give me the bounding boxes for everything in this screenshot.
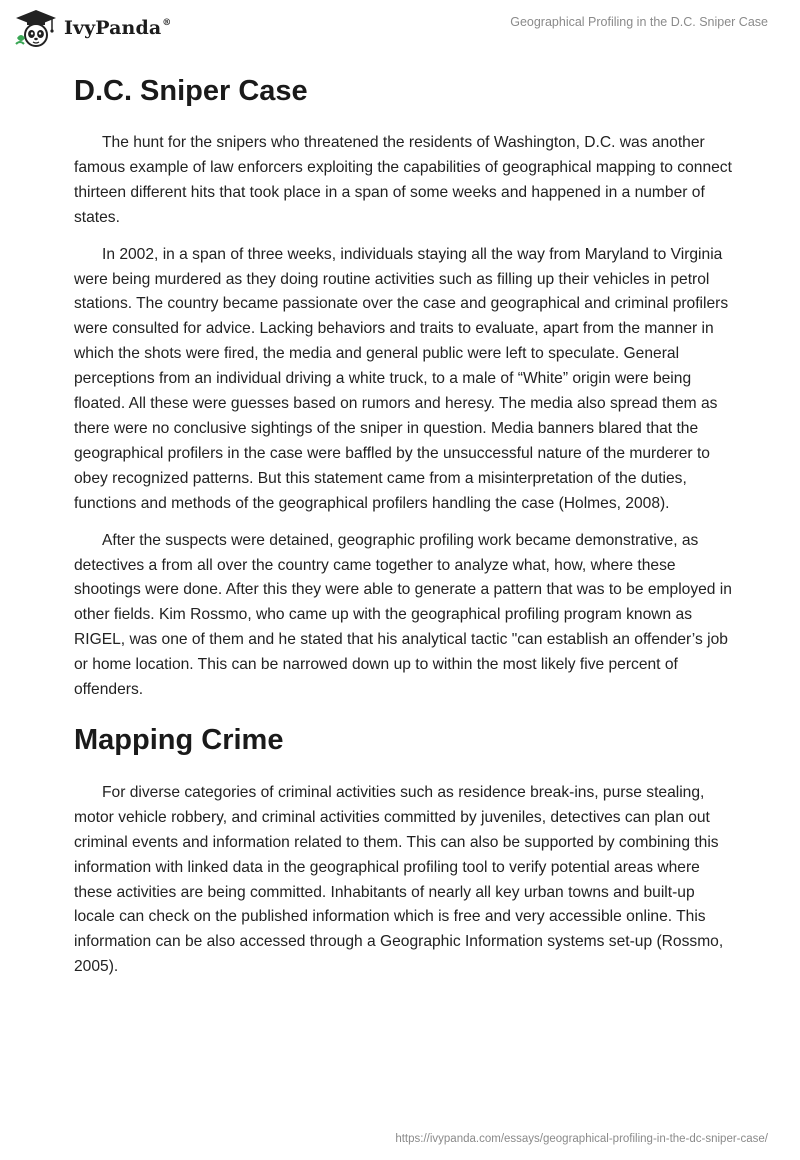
brand-logo[interactable] xyxy=(14,8,171,48)
section-heading-mapping-crime: Mapping Crime xyxy=(74,723,284,756)
paragraph: For diverse categories of criminal activities such as residence break-ins, purse stealing, motor vehicle robbery, and criminal activities committed by juveniles, detectives can plan out criminal events and information related to them. This can also be supported by combining this information with linked data in the geographical profiling tool to verify potential areas where these activities are being committed. Inhabitants of nearly all key urban towns and built-up locale can check on the published information which is free and very accessible online. This information can be also accessed through a Geographic Information systems set-up (Rossmo, 2005). xyxy=(74,783,724,976)
paragraph: After the suspects were detained, geographic profiling work became demonstrative, as detectives a from all over the country came together to analyze what, how, where these shootings were done. After this they were able to generate a pattern that was to be employed in other fields. Kim Rossmo, who came up with the geographical profiling program known as RIGEL, was one of them and he stated that his analytical tactic "can establish an offender’s job or home location. This can be narrowed down up to within the most likely five percent of offenders. xyxy=(74,531,732,699)
document-title: Geographical Profiling in the D.C. Sniper Case xyxy=(510,15,768,29)
source-url-link[interactable]: https://ivypanda.com/essays/geographical-profiling-in-the-dc-sniper-case/ xyxy=(395,1133,768,1145)
page-header xyxy=(0,0,800,60)
essay-body xyxy=(74,72,734,980)
registered-mark: ® xyxy=(162,18,172,28)
brand-name xyxy=(64,17,171,39)
brand-wordmark: IvyPanda xyxy=(64,17,162,39)
panda-graduate-icon xyxy=(14,8,58,48)
paragraph: The hunt for the snipers who threatened the residents of Washington, D.C. was another famous example of law enforcers exploiting the capabilities of geographical mapping to connect thirteen different hits that took place in a span of some weeks and happened in a number of states. xyxy=(74,134,732,226)
paragraph: In 2002, in a span of three weeks, individuals staying all the way from Maryland to Virginia were being murdered as they doing routine activities such as filling up their vehicles in petrol stations. The country became passionate over the case and geographical and criminal profilers were consulted for advice. Lacking behaviors and traits to evaluate, apart from the manner in which the shots were fired, the media and general public were left to speculate. General perceptions from an individual driving a white truck, to a male of “White” origin were being floated. All these were guesses based on rumors and heresy. The media also spread them as there were no conclusive sightings of the sniper in question. Media banners blared that the geographical profilers in the case were baffled by the unsuccessful nature of the murderer to obey recognized patterns. But this statement came from a misinterpretation of the duties, functions and methods of the geographical profilers handling the case (Holmes, 2008). xyxy=(74,245,729,512)
section-heading-dc-sniper-case: D.C. Sniper Case xyxy=(74,75,308,107)
